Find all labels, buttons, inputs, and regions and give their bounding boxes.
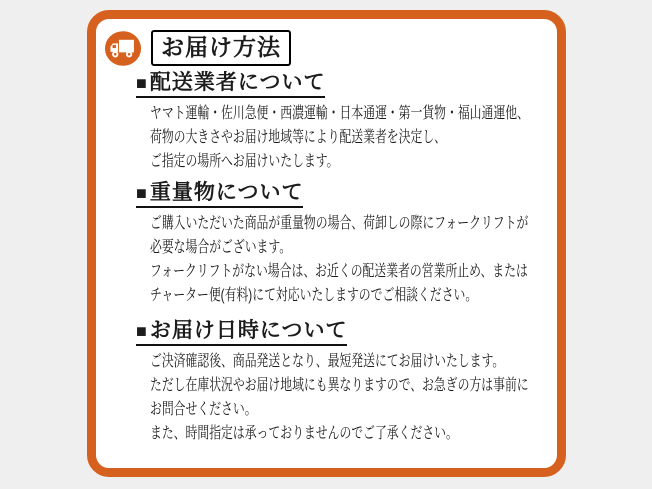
text-line: 必要な場合がございます。 bbox=[150, 239, 292, 256]
section-delivery-schedule bbox=[136, 308, 543, 446]
text-line: ヤマト運輸・佐川急便・西濃運輸・日本通運・第一貨物・福山通運他、 bbox=[150, 105, 529, 122]
text-line: チャーター便(有料)にて対応いたしますのでご相談ください。 bbox=[150, 287, 478, 304]
section-heading-text: お届け日時について bbox=[149, 319, 348, 342]
text-line: お問合せください。 bbox=[150, 401, 257, 418]
section-heading-text: 重量物について bbox=[149, 181, 304, 204]
panel-header bbox=[104, 29, 557, 67]
bullet-square-icon: ■ bbox=[136, 183, 148, 203]
bullet-square-icon: ■ bbox=[136, 321, 148, 341]
text-line: ご指定の場所へお届けいたします。 bbox=[150, 153, 339, 170]
bullet-square-icon: ■ bbox=[136, 73, 148, 93]
section-delivery-schedule-heading bbox=[136, 319, 347, 346]
text-line: また、時間指定は承っておりませんのでご了承ください。 bbox=[150, 425, 458, 442]
section-heavy-items-body bbox=[150, 212, 543, 308]
text-line: 荷物の大きさやお届け地域等により配送業者を決定し、 bbox=[150, 129, 447, 146]
text-line: ただし在庫状況やお届け地域にも異なりますので、お急ぎの方は事前に bbox=[150, 377, 529, 394]
section-carriers bbox=[136, 67, 543, 174]
truck-icon bbox=[104, 30, 142, 67]
page-title: お届け方法 bbox=[161, 34, 281, 61]
text-line: フォークリフトがない場合は、お近くの配送業者の営業所止め、または bbox=[150, 263, 528, 280]
section-heading-text: 配送業者について bbox=[149, 71, 326, 94]
page-title-box bbox=[151, 30, 291, 65]
section-heavy-items bbox=[136, 174, 543, 308]
section-heavy-items-heading bbox=[136, 181, 303, 208]
text-line: ご購入いただいた商品が重量物の場合、荷卸しの際にフォークリフトが bbox=[150, 215, 529, 232]
text-line: ご決済確認後、商品発送となり、最短発送にてお届けいたします。 bbox=[150, 353, 505, 370]
section-carriers-heading bbox=[136, 71, 325, 98]
delivery-info-panel bbox=[87, 10, 566, 477]
section-carriers-body bbox=[150, 102, 543, 174]
section-delivery-schedule-body bbox=[150, 350, 543, 446]
